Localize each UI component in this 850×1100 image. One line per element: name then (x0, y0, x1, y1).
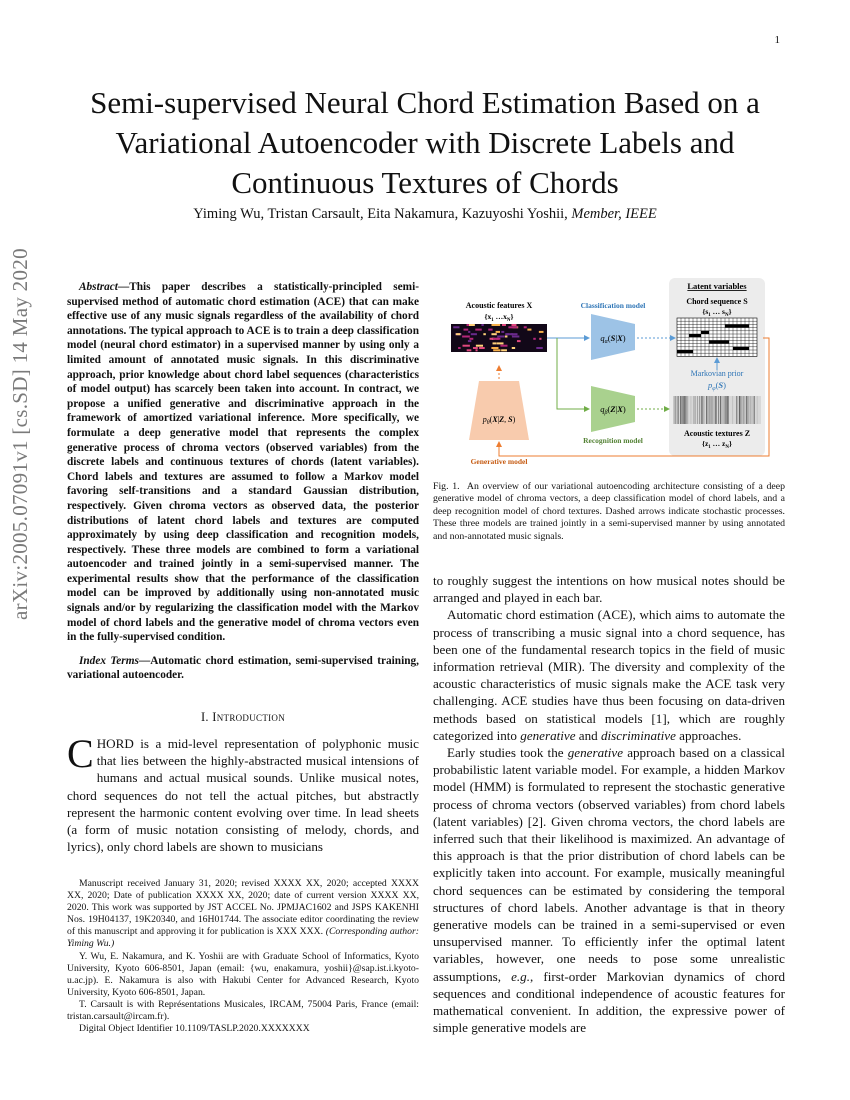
figure-caption (433, 481, 785, 543)
q-beta: $q_\beta(Z|X)$ (600, 404, 626, 416)
abstract (67, 280, 419, 645)
markovian-prior-label: Markovian prior (690, 369, 744, 378)
paper-title: Semi-supervised Neural Chord Estimation Based on a Variational Autoencoder with Discrete Labels and Continuous Textures of Chords (90, 85, 760, 200)
footnote-manuscript: Manuscript received January 31, 2020; revised XXXX XX, 2020; accepted XXXX XX, 2020; Date of publication XXXX XX, 2020; date of current version XXXX XX, 2020. This work was supported by JST ACCEL No. JPMJAC1602 and JSPS KAKENHI Nos. 19H04137, 19K20340, and 16H01744. The associate editor coordinating the review of this manuscript and approving it for publication is XXX XXX. (Corresponding author: Yiming Wu.) (67, 878, 419, 950)
right-column (433, 572, 785, 1036)
latent-variables-title: Latent variables (687, 281, 747, 291)
acoustic-features-seq: {$x_1$ $\dots x_N$} (484, 312, 514, 323)
author-membership: Member, IEEE (571, 206, 657, 222)
intro-paragraph (67, 731, 419, 855)
p-theta: $p_\theta(X|Z$, S) (482, 415, 516, 426)
arxiv-id: arXiv:2005.07091v1 [cs.SD] 14 May 2020 (8, 248, 32, 620)
caption-text: An overview of our variational autoencoding architecture consisting of a deep generative model of chroma vectors, a deep classification model of chord labels, and a deep recognition model of chord textures. Dashed arrows indicate stochastic processes. These three models are trained jointly in a semi-supervised manner by using annotated and non-annotated music signals. (433, 481, 785, 542)
footnote-doi: Digital Object Identifier 10.1109/TASLP.2020.XXXXXXX (79, 1023, 310, 1035)
intro-text: is a mid-level representation of polyphonic music that lies between the highly-abstracted musical intensions of humans and actual musical sounds. Unlike musical notes, chord sequences do not tell the actual pitches, but abstractly represent the harmonic content evolving over time. In lead sheets (a form of music notation consisting of melody, chords, and lyrics), only chord labels are shown to musicians (67, 736, 419, 855)
right-paragraph-0: to roughly suggest the intentions on how musical notes should be arranged and played in each bar. (433, 573, 785, 606)
chord-sequence-seq: {$s_1$ … $s_N$} (702, 307, 732, 318)
recognition-model-label: Recognition model (583, 436, 643, 445)
abstract-lead: Abstract (79, 281, 118, 293)
author-list (70, 206, 780, 223)
caption-label: Fig. 1. (433, 481, 460, 492)
left-column (67, 280, 419, 855)
footnotes (67, 878, 419, 1035)
authors: Yiming Wu, Tristan Carsault, Eita Nakamura, Kazuyoshi Yoshii, (193, 206, 568, 222)
p-phi: $p_\varphi(S)$ (708, 380, 726, 392)
right-paragraph-1: Automatic chord estimation (ACE), which aims to automate the process of transcribing a music signal into a chord sequence, has been one of the fundamental research topics in the field of music information retrieval (MIR). The diversity and complexity of the acoustic characteristics of music signals make the ACE task very challenging. ACE studies have thus been focusing on data-driven methods based on statistical models [1], which are roughly categorized into generative and discriminative approaches. (433, 607, 785, 743)
index-terms-text: —Automatic chord estimation, semi-supervised training, variational autoencoder. (67, 654, 419, 682)
right-paragraph-2: Early studies took the generative approach based on a classical probabilistic latent variable model. For example, a hidden Markov model (HMM) is formulated to represent the stochastic generative process of chroma vectors (observed variables) from chord labels (latent variables) [2]. Given chroma vectors, the chord labels are inferred such that their likelihood is maximized. An advantage of this approach is that the prior distribution of chord labels can be explicitly taken into account. For example, musically meaningful chord sequences can be estimated by considering the temporal structures of chord labels. Another advantage is that in theory generative models can be trained in a semi-supervised or even unsupervised manner. To efficiently infer the optimal latent variables, however, one needs to pose some unrealistic assumptions, e.g., first-order Markovian dynamics of chord sequences and conditional independence of acoustic features for mathematical convenient. In addition, the expressive power of simple generative models are (433, 745, 786, 1036)
drop-cap: C (67, 731, 94, 777)
acoustic-textures-seq: {$z_1$ … $z_N$} (702, 439, 732, 450)
chord-grid (677, 318, 757, 356)
acoustic-textures-label: Acoustic textures Z (683, 429, 751, 438)
index-terms-lead: Index Terms (79, 654, 139, 667)
classification-model-label: Classification model (580, 301, 646, 310)
figure-1 (433, 276, 785, 466)
footnote-affiliation: Y. Wu, E. Nakamura, and K. Yoshii are with Graduate School of Informatics, Kyoto University, Kyoto 606-8501, Japan (email: {wu, enakamura, yoshii}@sap.ist.i.kyoto-u.ac.jp). E. Nakamura is also with Hakubi Center for Advanced Research, Kyoto University, Kyoto 606-8501, Japan. (67, 950, 419, 998)
generative-model-shape (469, 381, 529, 440)
q-alpha: $q_\alpha(S|X)$ (600, 333, 626, 345)
page-number: 1 (774, 34, 780, 46)
section-heading: I. Introduction (200, 710, 286, 725)
index-terms (67, 654, 419, 683)
generative-model-label: Generative model (470, 457, 528, 466)
texture-image (673, 396, 761, 424)
chord-sequence-label: Chord sequence S (686, 297, 748, 306)
abstract-text: —This paper describes a statistically-principled semi-supervised method of automatic chord estimation (ACE) that can make effective use of any music signals regardless of the availability of chord annotations. The typical approach to ACE is to train a deep classification model (neural chord estimator) in a supervised manner by using only a limited amount of annotated music signals. In this discriminative approach, prior knowledge about chord label sequences (characteristics of model output) has scarcely been taken into account. In contract, we propose a unified generative and discriminative approach in the framework of amortized variational inference. More specifically, we formulate a deep generative model that represents the complex generative process of chroma vectors (observed variables) from the discrete labels and continuous textures of chords (latent variables). Chord labels and textures are assumed to follow a Markov model favoring self-transitions and a standard Gaussian distribution, respectively. Given chroma vectors as observed data, the posterior distributions of latent chord labels and textures are computed approximately by using deep classification and recognition models, respectively. These three models are combined to form a variational autoencoder and trained jointly in a semi-supervised manner. The experimental results show that the performance of the classification model can be improved by additionally using non-annotated music signals and/or by regularizing the classification model with the Markov model of chord labels and the generative model of chroma vectors even in the fully-supervised condition. (67, 281, 419, 644)
footnote-carsault: T. Carsault is with Représentations Musicales, IRCAM, 75004 Paris, France (email: tristan.carsault@ircam.fr). (67, 998, 419, 1023)
acoustic-features-label: Acoustic features X (465, 301, 533, 310)
corresponding-author: (Corresponding author: Yiming Wu.) (67, 926, 419, 950)
intro-first-word: HORD (96, 736, 134, 752)
chroma-image (451, 324, 547, 352)
